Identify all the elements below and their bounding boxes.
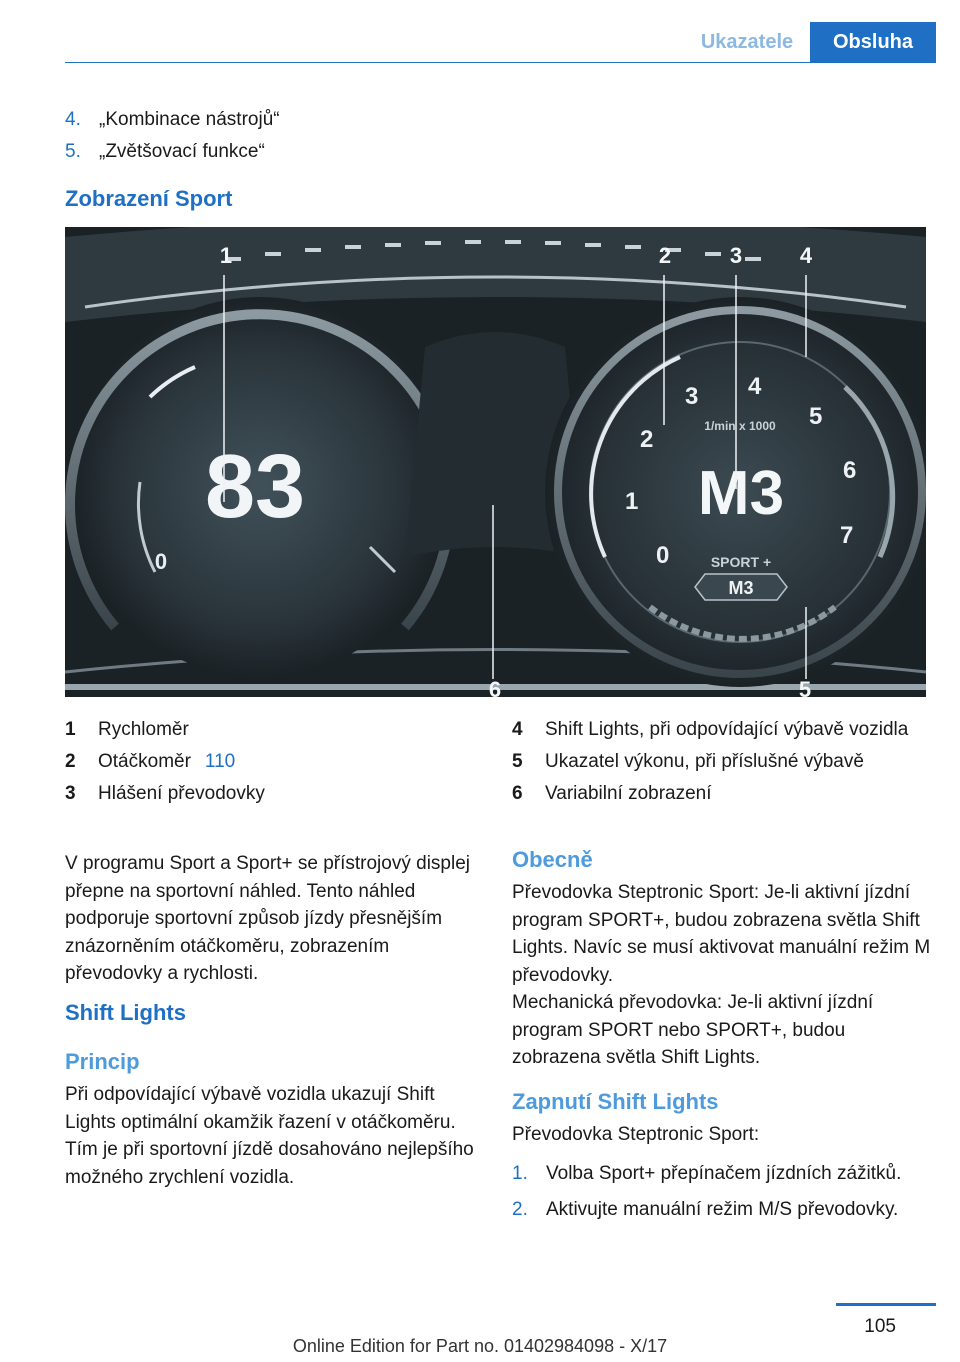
rpm-label-6: 6 [843,457,857,484]
rpm-label-4: 4 [748,373,762,400]
rpm-label-7: 7 [840,522,854,549]
gear-indicator: M3 [697,459,785,528]
tab-obsluha[interactable]: Obsluha [810,22,936,62]
legend-item: 3 Hlášení převodovky [65,783,265,804]
page-number: 105 [864,1316,896,1337]
page-reference-link[interactable]: 110 [204,751,236,772]
rpm-label-0: 0 [656,542,670,569]
callout-5: 5 [798,677,812,697]
speed-readout: 83 [204,437,306,537]
intro-paragraph: V programu Sport a Sport+ se přístrojový displej přepne na sportovní náhled. Tento náhled podporuje sportovní způsob jízdy přesnějším znázorněním otáčkoměru, zobrazením převodovky a rychlosti. [65,853,470,984]
chapter-tabs [684,22,936,62]
legend-item: 5 Ukazatel výkonu, při příslušné výbavě [512,751,864,772]
footer-edition: Online Edition for Part no. 01402984098 - X/17 [292,1336,668,1356]
figure-legend-left [65,714,265,810]
legend-item: 6 Variabilní zobrazení [512,783,712,804]
rpm-label-1: 1 [625,488,639,515]
header-rule [65,62,936,63]
callout-6: 6 [488,677,502,697]
speedometer-gauge [70,297,450,677]
legend-item: 4 Shift Lights, při odpovídající výbavě vozidla [512,719,909,740]
drive-mode-label: SPORT + [710,554,772,570]
zapnuti-title: Zapnutí Shift Lights [512,1089,719,1114]
rpm-label-3: 3 [685,383,699,410]
rpm-label-5: 5 [809,403,823,430]
rpm-unit: 1/min x 1000 [704,419,776,433]
princip-paragraph: Při odpovídající výbavě vozidla ukazují Shift Lights optimální okamžik řazení v otáčkoměru. Tím je při sportovní jízdě dosahováno nejlepšího možného zrychlení vozidla. [65,1084,474,1188]
obecne-title: Obecně [512,847,593,872]
tab-ukazatele[interactable]: Ukazatele [700,30,794,53]
steps-list [512,1156,901,1228]
callout-3: 3 [729,243,743,268]
callout-1: 1 [219,243,233,268]
legend-item: 2 Otáčkoměr 110 [65,751,236,772]
rpm-label-2: 2 [640,426,654,453]
footer-rule [836,1303,936,1306]
list-item: 4. „Kombinace nástrojů“ [65,109,280,130]
obecne-paragraph-1: Převodovka Steptronic Sport: Je-li aktivní jízdní program SPORT+, budou zobrazena světla Shift Lights. Navíc se musí aktivovat manuální režim M převodovky. [512,882,931,986]
list-item: 5. „Zvětšovací funkce“ [65,141,265,162]
callout-2: 2 [658,243,672,268]
shift-lights-title: Shift Lights [65,1000,186,1025]
instrument-cluster-figure [65,227,926,697]
speed-zero-label: 0 [154,549,168,574]
obecne-paragraph-2: Mechanická převodovka: Je-li aktivní jízdní program SPORT nebo SPORT+, budou zobrazena světla Shift Lights. [512,992,874,1068]
callout-4: 4 [799,243,813,268]
zapnuti-paragraph: Převodovka Steptronic Sport: [512,1124,760,1145]
figure-legend-right [512,714,908,810]
legend-item: 1 Rychloměr [65,719,189,740]
small-gear-indicator: M3 [728,578,754,598]
section-title: Zobrazení Sport [65,186,233,211]
top-list [65,104,280,168]
princip-title: Princip [65,1049,140,1074]
list-item: 2. Aktivujte manuální režim M/S převodovky. [512,1199,899,1220]
list-item: 1. Volba Sport+ přepínačem jízdních zážitků. [512,1163,902,1184]
